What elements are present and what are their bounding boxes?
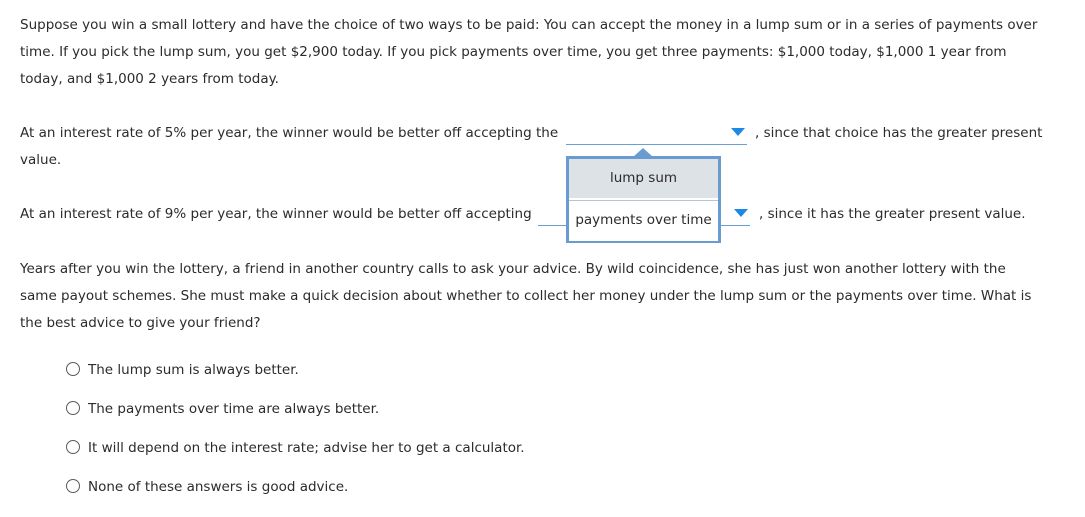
radio-button[interactable] [66,401,80,415]
intro-line-2 [20,39,1065,66]
intro-line-3 [20,66,1065,93]
question-1-line [20,120,1065,147]
question-1-prefix: At an interest rate of 5% per year, the winner would be better off accepting the [20,125,559,141]
question-1-line-2 [20,147,1065,174]
dropdown-option-lump-sum[interactable]: lump sum [569,159,718,198]
intro-line-1 [20,12,1065,39]
radio-button[interactable] [66,362,80,376]
question-3-line-3 [20,310,1065,337]
choice-label: The payments over time are always better. [88,401,380,417]
choice-label: None of these answers is good advice. [88,479,349,495]
choice-label: It will depend on the interest rate; advise her to get a calculator. [88,440,525,456]
choice-label: The lump sum is always better. [88,362,299,378]
question-3-line-2 [20,283,1065,310]
question-1-dropdown[interactable] [566,124,747,145]
question-1-suffix-2: value. [20,152,62,168]
question-2-prefix: At an interest rate of 9% per year, the winner would be better off accepting [20,206,532,222]
question-1-suffix: , since that choice has the greater present [755,125,1043,141]
dropdown-popup [566,156,721,243]
question-3-text-3: the best advice to give your friend? [20,315,261,331]
dropdown-option-payments-over-time[interactable]: payments over time [569,200,718,241]
radio-button[interactable] [66,440,80,454]
intro-text-3: today, and $1,000 2 years from today. [20,71,279,87]
chevron-down-icon[interactable] [734,209,748,217]
question-3-line-1 [20,256,1065,283]
intro-text-2: time. If you pick the lump sum, you get $2,900 today. If you pick payments over time, you get three payments: $1,000 today, $1,000 1 year from [20,44,1007,60]
intro-text-1: Suppose you win a small lottery and have the choice of two ways to be paid: You can accept the money in a lump sum or in a series of payments over [20,17,1038,33]
question-3-text-2: same payout schemes. She must make a quick decision about whether to collect her money under the lump sum or the payments over time. What is [20,288,1032,304]
chevron-down-icon[interactable] [731,128,745,136]
radio-button[interactable] [66,479,80,493]
question-3-text-1: Years after you win the lottery, a friend in another country calls to ask your advice. By wild coincidence, she has just won another lottery with the [20,261,1006,277]
question-2-line [20,201,1065,228]
question-2-suffix: , since it has the greater present value. [759,206,1026,222]
